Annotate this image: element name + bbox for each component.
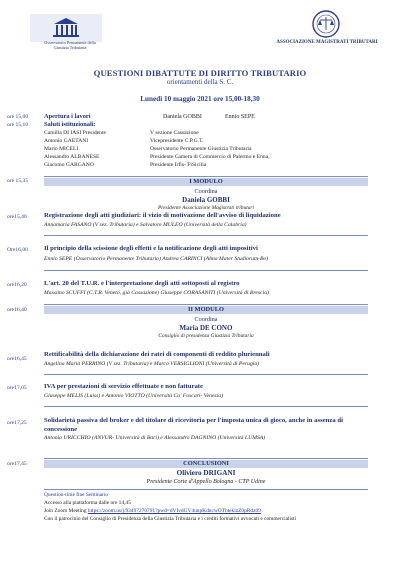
footer-access-time: Accesso alla piattaforma dalle ore 14,45: [44, 500, 131, 506]
module2-coord-role: Consiglio di presidenza Giustizia Tributaria: [158, 333, 254, 339]
talk-time: ore16,20: [7, 282, 27, 288]
module2-time: ore16,40: [7, 307, 27, 313]
talk-time: ore16,45: [7, 356, 27, 362]
module1-coordinator: Daniela GOBBI: [182, 196, 230, 204]
greeting-name: Camilla DI IASI Presidente: [44, 130, 106, 136]
module1-header: I MODULO: [44, 178, 368, 186]
document-subtitle: orientamenti della S. C.: [166, 78, 234, 86]
greeting-name: Giacomo GARGANO: [44, 162, 94, 168]
talk-time: ore15,40: [7, 214, 27, 220]
talk-speakers: Ennio SEPE (Osservatorio Permanente Tributario) Andrea CARINCI (Alma Mater Studiorum-Bo): [44, 256, 269, 262]
talk-time: ore17,05: [7, 385, 27, 391]
opening-label: Apertura i lavori: [44, 113, 91, 120]
greetings-time: ore 15,10: [7, 122, 29, 128]
conclusions-name: Oliviero DRIGANI: [176, 469, 236, 477]
talk-title: Registrazione degli atti giudiziari: il vizio di motivazione dell'avviso di liquidazione: [44, 212, 281, 219]
talk-title: Il principio della scissione degli effetti e la notificazione degli atti impositivi: [44, 245, 258, 252]
greeting-role: V sezione Cassazione: [150, 130, 199, 136]
section-divider: [44, 489, 368, 490]
module1-coord-role: Presidente Associazione Magistrati tributari: [158, 205, 254, 211]
document-title: QUESTIONI DIBATTUTE DI DIRITTO TRIBUTARIO: [93, 68, 307, 78]
module1-time: ore 15,35: [7, 178, 29, 184]
greeting-role: Vicepresidente C.P.G.T.: [150, 138, 204, 144]
section-divider: [44, 406, 368, 407]
section-divider: [44, 176, 368, 177]
observatory-logo-icon: [30, 14, 102, 42]
greetings-label: Saluti istituzionali:: [44, 121, 96, 128]
talk-title: IVA per prestazioni di servizio effettuate e non fatturate: [44, 383, 203, 390]
section-divider: [44, 270, 368, 271]
talk-time: Ore16,00: [7, 247, 28, 253]
talk-speakers: Massimo SCUFFI (C.T.R. Veneto, già Cassazione) Giuseppe CORASANITI (Università di Brescia): [44, 290, 269, 296]
greeting-name: Mario MICELI: [44, 146, 79, 152]
section-divider: [44, 374, 368, 375]
talk-title: L'art. 20 del T.U.R. e l'interpretazione degli atti sottoposti al registro: [44, 280, 240, 287]
talk-title: Rettificabilità della dichiarazione dei ratei di componenti di reddito pluriennali: [44, 351, 270, 358]
module2-header: II MODULO: [44, 306, 368, 314]
section-divider: [44, 304, 368, 305]
greeting-role: Presidente Camera di Commercio di Palermo e Enna,: [150, 154, 270, 160]
observatory-name-line2: Giustizia Tributaria: [53, 45, 87, 50]
opening-speaker-b: Ennio SEPE: [225, 114, 255, 120]
zoom-meeting-link[interactable]: https://zoom.us/j/93497270791?pwd=dVIvdGV4unpKdncwOThteklzZ0pRdz09: [87, 508, 261, 514]
talk-time: ore17,25: [7, 420, 27, 426]
zoom-label: Join Zoom Meeting: [44, 508, 87, 514]
module2-coord-label: Coordina: [194, 316, 218, 323]
association-seal-icon: [312, 10, 340, 38]
observatory-name-line1: Osservatorio Permanente della: [44, 40, 96, 45]
event-datetime: Lunedì 10 maggio 2021 ore 15,00-18,30: [140, 95, 260, 103]
section-divider: [44, 458, 368, 459]
conclusions-time: ore17,45: [7, 461, 27, 467]
greeting-name: Antonio GAETANI: [44, 138, 89, 144]
opening-speaker-a: Daniela GOBBI: [163, 114, 202, 120]
module1-coord-label: Coordina: [194, 188, 218, 195]
module2-coordinator: Maria DE CONO: [179, 324, 233, 332]
footer-patronage: Con il patrocinio del Consiglio di Presidenza della Giustizia Tributaria e i crediti formativi avvocati e commercialisti: [44, 516, 297, 522]
association-name: ASSOCIAZIONE MAGISTRATI TRIBUTARI: [276, 40, 378, 45]
section-divider: [44, 235, 368, 236]
greeting-name: Alessandro ALBANESE: [44, 154, 100, 160]
talk-title: Solidarietà passiva del broker e del titolare di ricevitoria per l'imposta unica di gioco, anche in assenza di concessione: [44, 417, 343, 433]
conclusions-role: Presidente Corte d'Appello Bologna - CTP Udine: [146, 479, 266, 485]
opening-time: ore 15,00: [7, 114, 29, 120]
greeting-role: Presidente Irfis- FiSicilia: [150, 162, 207, 168]
greeting-role: Osservatorio Permanente Giustizia Tributaria: [150, 146, 252, 152]
conclusions-header: CONCLUSIONI: [44, 460, 368, 468]
footer-question-time: Question-time fine Seminario: [44, 492, 109, 498]
footer-zoom-line: [44, 508, 261, 514]
observatory-name: [20, 40, 120, 50]
talk-speakers: Annamaria FASANO (V sez. Tributaria) e Salvatore MULEO (Università della Calabria): [44, 222, 247, 228]
talk-speakers: Giuseppe MELIS (Luiss) e Antonio VIOTTO (Università Ca' Foscari- Venezia): [44, 393, 224, 399]
talk-speakers: Antonio URICCHIO (ANVUR- Università di Bari) e Alessandro DAGNINO (Università LUMSA): [44, 435, 266, 441]
talk-speakers: Angelina Maria PERRINO (V sez. Tributaria) e Marco VERSIGLIONI (Università di Perugia): [44, 361, 260, 367]
